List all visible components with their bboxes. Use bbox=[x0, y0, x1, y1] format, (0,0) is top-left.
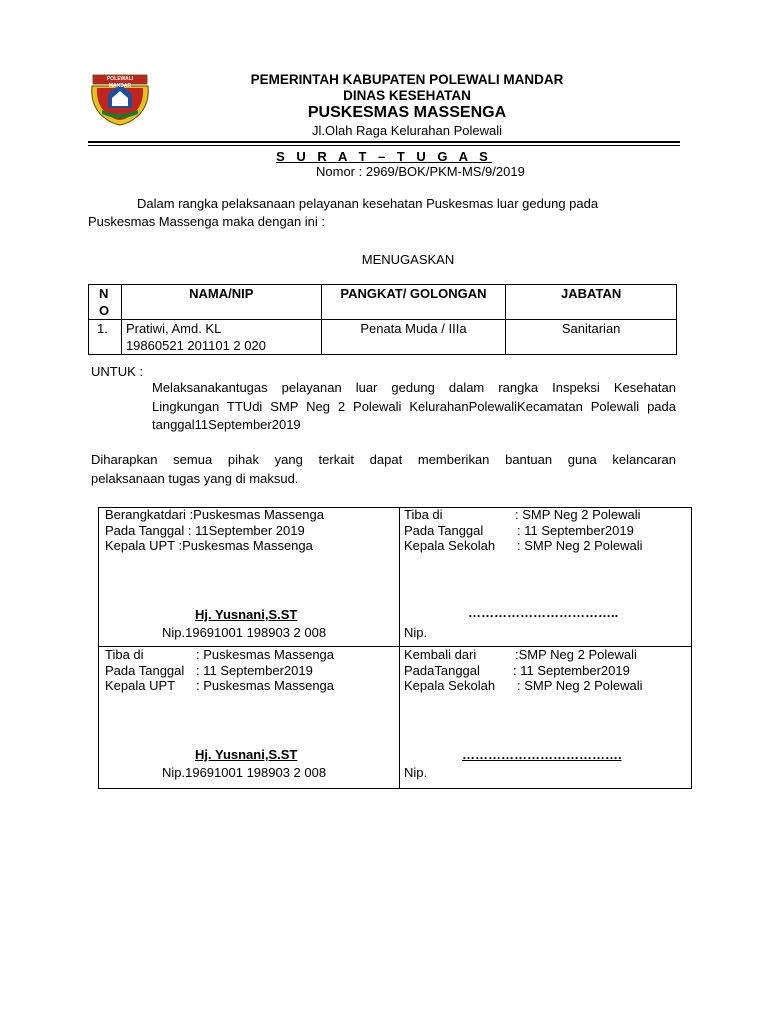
return-from-row bbox=[404, 647, 684, 663]
row-jabatan: Sanitarian bbox=[506, 320, 677, 355]
signer-nip-2: Nip.19691001 198903 2 008 bbox=[162, 765, 327, 780]
letter-number: Nomor : 2969/BOK/PKM-MS/9/2019 bbox=[316, 164, 525, 179]
return-from-date-label: PadaTanggal bbox=[404, 662, 480, 678]
return-head-row bbox=[105, 678, 395, 694]
departure-from: Berangkatdari :Puskesmas Massenga bbox=[105, 507, 324, 522]
box-return-arrival bbox=[105, 647, 395, 694]
untuk-label: UNTUK : bbox=[91, 364, 143, 379]
arrival-date-label: Pada Tanggal bbox=[404, 522, 484, 538]
signer-name: Hj. Yusnani,S.ST bbox=[195, 607, 298, 622]
header-rule-thick bbox=[88, 141, 680, 143]
header-rule-thin bbox=[88, 145, 680, 146]
departure-head: Kepala UPT :Puskesmas Massenga bbox=[105, 538, 313, 553]
regency-logo bbox=[88, 72, 152, 126]
header-no: N O bbox=[89, 285, 122, 320]
header-pangkat: PANGKAT/ GOLONGAN bbox=[321, 285, 506, 320]
untuk-line-2: Lingkungan TTUdi SMP Neg 2 Polewali KelurahanPolewaliKecamatan Polewali pada bbox=[152, 399, 676, 414]
signature-placeholder-2: ………………………………. bbox=[462, 747, 622, 762]
header-jabatan: JABATAN bbox=[506, 285, 677, 320]
return-from-date-row bbox=[404, 663, 684, 679]
assignment-table bbox=[88, 284, 677, 355]
box-return-from-school bbox=[404, 647, 684, 694]
untuk-line-1: Melaksanakantugas pelayanan luar gedung dalam rangka Inspeksi Kesehatan bbox=[152, 380, 676, 395]
return-from-head-label: Kepala Sekolah bbox=[404, 678, 496, 693]
row-name: Pratiwi, Amd. KL bbox=[125, 321, 222, 336]
return-date-value: : 11 September2019 bbox=[196, 662, 313, 678]
row-nama bbox=[121, 320, 321, 355]
box-departure bbox=[105, 507, 324, 554]
return-arrival-row bbox=[105, 647, 395, 663]
header-address: Jl.Olah Raga Kelurahan Polewali bbox=[311, 123, 503, 138]
logo-text: POLEWALI MANDAR bbox=[106, 76, 134, 89]
return-date-label: Pada Tanggal bbox=[105, 662, 185, 678]
closing-line-2: pelaksanaan tugas yang di maksud. bbox=[91, 471, 299, 486]
grid-divider-vertical bbox=[399, 507, 400, 789]
return-head-value: : Puskesmas Massenga bbox=[196, 678, 335, 693]
menugaskan-heading: MENUGASKAN bbox=[361, 252, 455, 267]
row-no: 1. bbox=[89, 320, 122, 355]
return-date-row bbox=[105, 663, 395, 679]
header-nama: NAMA/NIP bbox=[121, 285, 321, 320]
return-from-head-value: : SMP Neg 2 Polewali bbox=[517, 678, 643, 693]
signer-nip: Nip.19691001 198903 2 008 bbox=[162, 625, 327, 640]
arrival-at-label: Tiba di bbox=[404, 507, 443, 522]
return-from-label: Kembali dari bbox=[404, 647, 477, 662]
row-nip: 19860521 201101 2 020 bbox=[125, 338, 266, 353]
untuk-line-3: tanggal11September2019 bbox=[152, 417, 301, 432]
arrival-at-row bbox=[404, 507, 684, 523]
box-arrival-school bbox=[404, 507, 684, 554]
table-header-row bbox=[89, 285, 677, 320]
arrival-head-value: : SMP Neg 2 Polewali bbox=[517, 538, 643, 553]
letter-title: S U R A T – T U G A S bbox=[276, 149, 492, 164]
return-arrival-value: : Puskesmas Massenga bbox=[196, 647, 335, 662]
header-institution: PUSKESMAS MASSENGA bbox=[307, 104, 507, 121]
return-head-label: Kepala UPT bbox=[105, 678, 176, 693]
intro-line-2: Puskesmas Massenga maka dengan ini : bbox=[88, 214, 326, 229]
closing-line-1: Diharapkan semua pihak yang terkait dapat memberikan bantuan guna kelancaran bbox=[91, 452, 676, 467]
arrival-head-label: Kepala Sekolah bbox=[404, 538, 496, 553]
header-department: DINAS KESEHATAN bbox=[343, 88, 471, 103]
departure-date: Pada Tanggal : 11September 2019 bbox=[105, 522, 305, 538]
return-arrival-label: Tiba di bbox=[105, 647, 144, 662]
school-signer-nip: Nip. bbox=[404, 625, 428, 640]
signer-name-2: Hj. Yusnani,S.ST bbox=[195, 747, 298, 762]
row-pangkat: Penata Muda / IIIa bbox=[321, 320, 506, 355]
table-row bbox=[89, 320, 677, 355]
return-from-head-row bbox=[404, 678, 684, 694]
header-government: PEMERINTAH KABUPATEN POLEWALI MANDAR bbox=[250, 72, 564, 87]
return-from-date-value: : 11 September2019 bbox=[513, 662, 630, 678]
return-from-value: :SMP Neg 2 Polewali bbox=[515, 647, 637, 662]
arrival-head-row bbox=[404, 538, 684, 554]
intro-line-1: Dalam rangka pelaksanaan pelayanan kesehatan Puskesmas luar gedung pada bbox=[137, 196, 599, 211]
arrival-date-row bbox=[404, 523, 684, 539]
arrival-at-value: : SMP Neg 2 Polewali bbox=[515, 507, 641, 522]
arrival-date-value: : 11 September2019 bbox=[517, 522, 634, 538]
school-signer-nip-2: Nip. bbox=[404, 765, 428, 780]
signature-placeholder: …………………………….. bbox=[468, 605, 619, 620]
